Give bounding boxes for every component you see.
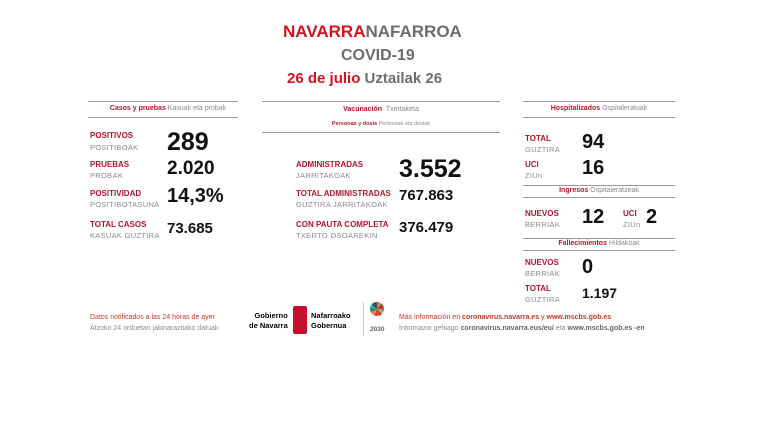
info-eu: Informazio gehiago coronavirus.navarra.eus/eu/ eta www.mscbs.gob.es -en: [399, 325, 645, 332]
gov-logo-es: Gobierno de Navarra: [249, 311, 288, 330]
label-kasuak-guztira: KASUAK GUZTIRA: [90, 231, 160, 240]
casos-header: Casos y pruebas Kasuak eta probak: [109, 105, 227, 112]
label-txerto-osoarekin: TXERTO OSOAREKIN: [296, 231, 378, 240]
label-administradas: ADMINISTRADAS: [296, 160, 364, 169]
divider: [523, 238, 675, 239]
value-fall-nuevos: 0: [582, 256, 594, 278]
subtitle: COVID-19: [341, 47, 415, 64]
link-mscbs-es[interactable]: www.mscbs.gob.es: [546, 314, 612, 321]
label-guztira-jarritakoak: GUZTIRA JARRITAKOAK: [296, 200, 388, 209]
agenda-2030-label: 2030: [370, 326, 385, 333]
label-ingresos-nuevos: NUEVOS: [525, 209, 559, 218]
date: [287, 70, 442, 87]
label-probak: PROBAK: [90, 171, 124, 180]
label-positibotasuna: POSITIBOTASUNA: [90, 200, 160, 209]
label-fall-nuevos: NUEVOS: [525, 258, 559, 267]
agenda-2030-icon: [370, 302, 384, 316]
vacunacion-header: Vacunación Txertaketa: [343, 106, 419, 113]
label-positividad: POSITIVIDAD: [90, 189, 142, 198]
ingresos-header: Ingresos Ospitaleratzeak: [559, 187, 639, 194]
label-jarritakoak: JARRITAKOAK: [296, 171, 351, 180]
divider: [363, 302, 364, 336]
value-positividad: 14,3%: [167, 185, 224, 207]
divider: [523, 101, 675, 102]
link-mscbs-eu[interactable]: www.mscbs.gob.es -en: [567, 325, 645, 332]
value-ingresos-uci: 2: [646, 206, 658, 228]
label-fall-guztira: GUZTIRA: [525, 295, 561, 304]
label-positiboak: POSITIBOAK: [90, 143, 139, 152]
label-hosp-uci: UCI: [525, 160, 539, 169]
divider: [262, 101, 500, 102]
value-administradas: 3.552: [399, 155, 462, 183]
divider: [523, 117, 675, 118]
value-fall-total: 1.197: [582, 285, 618, 301]
vacunacion-subheader: Personas y dosis Pertsonak eta dosiak: [331, 121, 431, 127]
divider: [523, 197, 675, 198]
hospital-header: Hospitalizados Ospitaleratuak: [550, 105, 648, 112]
label-ingresos-uci: UCI: [623, 209, 637, 218]
label-hosp-ziun: ZIUn: [525, 171, 543, 180]
value-total-administradas: 767.863: [399, 187, 454, 204]
divider: [523, 250, 675, 251]
link-coronavirus-navarra-eus[interactable]: coronavirus.navarra.eus/eu/: [460, 325, 554, 332]
divider: [88, 117, 238, 118]
value-pruebas: 2.020: [167, 158, 215, 179]
link-coronavirus-navarra-es[interactable]: coronavirus.navarra.es: [462, 314, 540, 321]
label-pauta-completa: CON PAUTA COMPLETA: [296, 220, 389, 229]
date-eu: Uztailak 26: [364, 70, 443, 87]
footer-note-es: Datos notificados a las 24 horas de ayer: [90, 314, 215, 321]
label-hosp-total: TOTAL: [525, 134, 551, 143]
info-es: Más información en coronavirus.navarra.es y www.mscbs.gob.es: [399, 314, 612, 321]
label-positivos: POSITIVOS: [90, 131, 134, 140]
label-fall-total: TOTAL: [525, 284, 551, 293]
label-ingresos-berriak: BERRIAK: [525, 220, 561, 229]
label-total-casos: TOTAL CASOS: [90, 220, 147, 229]
date-es: 26 de julio: [287, 70, 361, 87]
divider: [523, 185, 675, 186]
footer-note-eu: Atzoko 24 orduetan jakinarazitako datuak: [90, 325, 219, 332]
value-positivos: 289: [167, 128, 209, 156]
divider: [88, 101, 238, 102]
value-hosp-total: 94: [582, 131, 605, 153]
label-pruebas: PRUEBAS: [90, 160, 130, 169]
label-ingresos-ziun: ZIUn: [623, 220, 641, 229]
label-total-administradas: TOTAL ADMINISTRADAS: [296, 189, 391, 198]
divider: [262, 132, 500, 133]
value-hosp-uci: 16: [582, 157, 605, 179]
title-eu: NAFARROA: [365, 22, 462, 41]
label-hosp-guztira: GUZTIRA: [525, 145, 561, 154]
value-ingresos-nuevos: 12: [582, 206, 605, 228]
gov-logo-eu: Nafarroako Gobernua: [311, 311, 351, 330]
page-title: [283, 22, 462, 42]
value-total-casos: 73.685: [167, 220, 213, 237]
fallecimientos-header: Fallecimientos Hildakoak: [558, 240, 640, 247]
navarra-crest-icon: [293, 306, 307, 334]
label-fall-berriak: BERRIAK: [525, 269, 561, 278]
title-es: NAVARRA: [283, 22, 366, 41]
value-pauta-completa: 376.479: [399, 219, 454, 236]
